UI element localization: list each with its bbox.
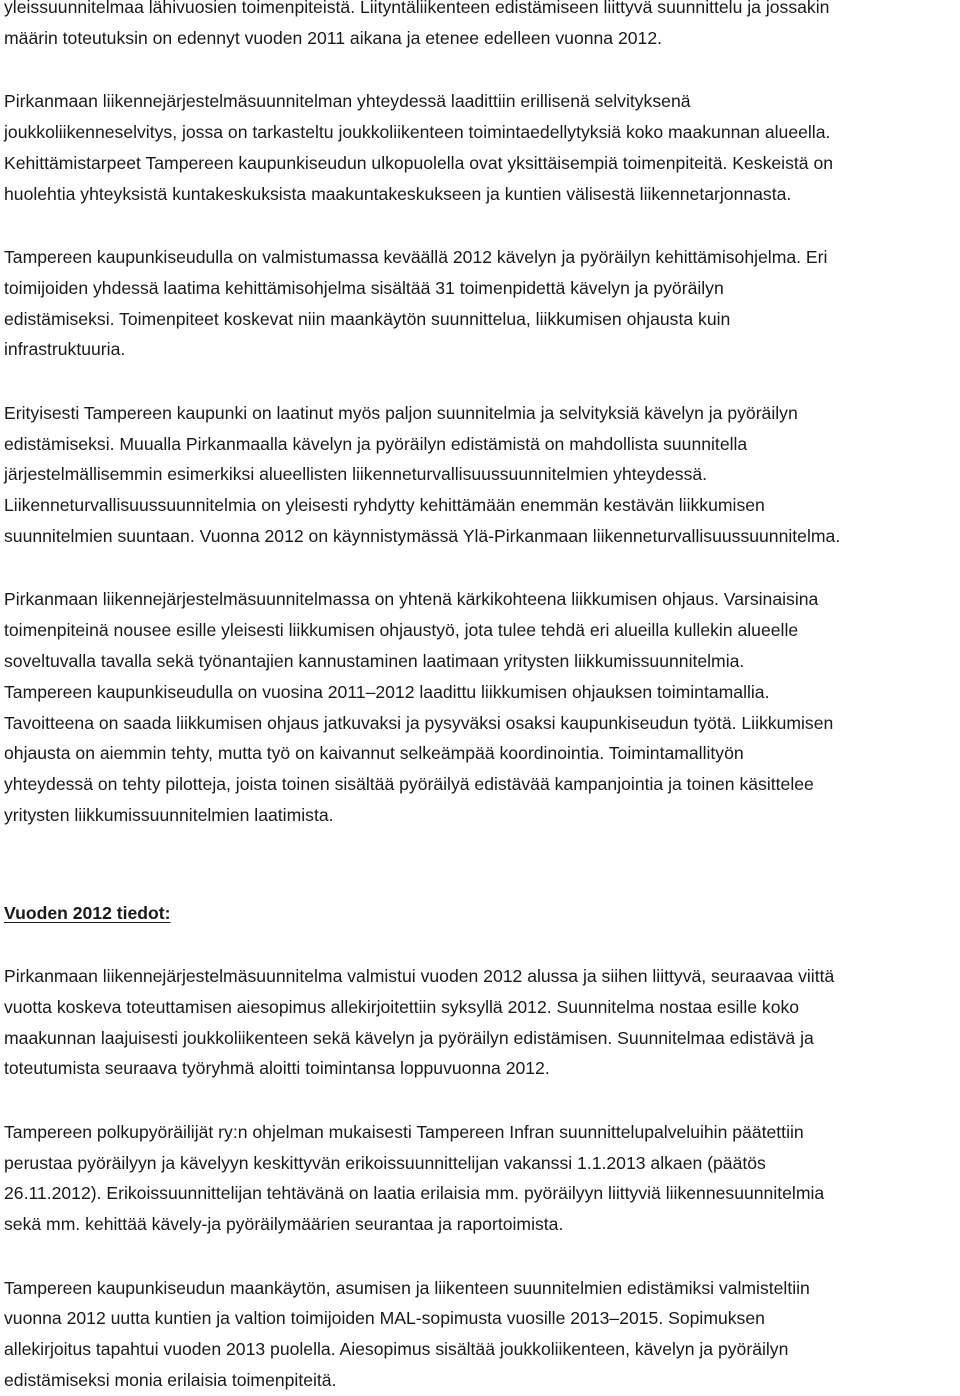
text-line: Erityisesti Tampereen kaupunki on laatinut myös paljon suunnitelmia ja selvityksiä kävelyn ja pyöräilyn (4, 402, 798, 423)
text-line: maakunnan laajuisesti joukkoliikenteen sekä kävelyn ja pyöräilyn edistämisen. Suunnitelmaa edistävä ja (4, 1027, 814, 1048)
text-line: toteutumista seuraava työryhmä aloitti toimintansa loppuvuonna 2012. (4, 1058, 550, 1079)
text-line: Tampereen kaupunkiseudun maankäytön, asumisen ja liikenteen suunnitelmien edistämiksi valmisteltiin (4, 1277, 810, 1298)
text-line: suunnitelmien suuntaan. Vuonna 2012 on käynnistymässä Ylä-Pirkanmaan liikenneturvallisuussuunnitelma. (4, 525, 841, 546)
text-line: Tampereen kaupunkiseudulla on valmistumassa keväällä 2012 kävelyn ja pyöräilyn kehittämisohjelma. Eri (4, 246, 828, 267)
paragraph-kehittamisohjelma (4, 242, 956, 365)
paragraph-liityntaliikenne (4, 0, 956, 54)
text-line: edistämiseksi. Toimenpiteet koskevat niin maankäytön suunnittelua, liikkumisen ohjausta kuin (4, 308, 731, 329)
document-page (4, 0, 956, 1396)
text-line: ohjausta on aiemmin tehty, mutta työ on kaivannut selkeämpää koordinointia. Toimintamallityön (4, 743, 744, 764)
text-line: toimijoiden yhdessä laatima kehittämisohjelma sisältää 31 toimenpidettä kävelyn ja pyöräilyn (4, 277, 724, 298)
text-line: allekirjoitus tapahtui vuoden 2013 puolella. Aiesopimus sisältää joukkoliikenteen, kävelyn ja pyöräilyn (4, 1339, 789, 1360)
text-line: sekä mm. kehittää kävely-ja pyöräilymäärien seurantaa ja raportoimista. (4, 1214, 564, 1235)
text-line: Tampereen kaupunkiseudulla on vuosina 2011–2012 laadittu liikkumisen ohjauksen toimintamallia. (4, 681, 770, 702)
text-line: 26.11.2012). Erikoissuunnittelijan tehtävänä on laatia erilaisia mm. pyöräilyyn liittyviä liikennesuunnitelmia (4, 1183, 825, 1204)
paragraph-tampere-suunnitelmat (4, 398, 956, 552)
paragraph-joukkoliikenne (4, 86, 956, 209)
text-line: huolehtia yhteyksistä kuntakeskuksista maakuntakeskukseen ja kuntien välisestä liikennetarjonnasta. (4, 183, 792, 204)
paragraph-erikoissuunnittelija (4, 1117, 956, 1240)
text-line: Tavoitteena on saada liikkumisen ohjaus jatkuvaksi ja pysyväksi osaksi kaupunkiseudun työtä. Liikkumisen (4, 712, 834, 733)
section-heading: Vuoden 2012 tiedot: (4, 902, 171, 923)
text-line: joukkoliikenneselvitys, jossa on tarkasteltu joukkoliikenteen toimintaedellytyksiä koko maakunnan alueella. (4, 121, 831, 142)
text-line: perustaa pyöräilyyn ja kävelyyn keskittyvän erikoissuunnittelijan vakanssi 1.1.2013 alkaen (päätös (4, 1152, 766, 1173)
text-line: yhteydessä on tehty pilotteja, joista toinen sisältää pyöräilyä edistävää kampanjointia ja toinen käsittelee (4, 774, 814, 795)
text-line: Pirkanmaan liikennejärjestelmäsuunnitelmassa on yhtenä kärkikohteena liikkumisen ohjaus. Varsinaisina (4, 589, 819, 610)
text-line: Tampereen polkupyöräilijät ry:n ohjelman mukaisesti Tampereen Infran suunnittelupalveluihin päätettiin (4, 1121, 804, 1142)
text-line: järjestelmällisemmin esimerkiksi alueellisten liikenneturvallisuussuunnitelmien yhteydessä. (4, 464, 708, 485)
text-line: yleissuunnitelmaa lähivuosien toimenpiteistä. Liityntäliikenteen edistämiseen liittyvä suunnittelu ja jossakin (4, 0, 830, 17)
text-line: yritysten liikkumissuunnitelmien laatimista. (4, 804, 334, 825)
text-line: Kehittämistarpeet Tampereen kaupunkiseudun ulkopuolella ovat yksittäisempiä toimenpiteitä. Keskeistä on (4, 152, 834, 173)
text-line: Pirkanmaan liikennejärjestelmäsuunnitelman yhteydessä laadittiin erillisenä selvityksenä (4, 91, 691, 112)
text-line: vuonna 2012 uutta kuntien ja valtion toimijoiden MAL-sopimusta vuosille 2013–2015. Sopimuksen (4, 1308, 765, 1329)
text-line: soveltuvalla tavalla sekä työnantajien kannustaminen laatimaan yritysten liikkumissuunnitelmia. (4, 650, 745, 671)
paragraph-liikkumisen-ohjaus (4, 584, 956, 830)
text-line: infrastruktuuria. (4, 339, 126, 360)
text-line: vuotta koskeva toteuttamisen aiesopimus allekirjoitettiin syksyllä 2012. Suunnitelma nostaa esille koko (4, 996, 800, 1017)
text-line: toimenpiteinä nousee esille yleisesti liikkumisen ohjaustyö, jota tulee tehdä eri alueilla kullekin alueelle (4, 620, 799, 641)
text-line: määrin toteutuksin on edennyt vuoden 2011 aikana ja etenee edelleen vuonna 2012. (4, 27, 662, 48)
paragraph-ljs-valmistui (4, 961, 956, 1084)
text-line: Liikenneturvallisuussuunnitelmia on yleisesti ryhdytty kehittämään enemmän kestävän liikkumisen (4, 495, 765, 516)
paragraph-mal-sopimus (4, 1273, 956, 1396)
text-line: Pirkanmaan liikennejärjestelmäsuunnitelma valmistui vuoden 2012 alussa ja siihen liittyvä, seuraavaa viittä (4, 966, 835, 987)
text-line: edistämiseksi monia erilaisia toimenpiteitä. (4, 1370, 337, 1391)
text-line: edistämiseksi. Muualla Pirkanmaalla kävelyn ja pyöräilyn edistämistä on mahdollista suunnitella (4, 433, 748, 454)
